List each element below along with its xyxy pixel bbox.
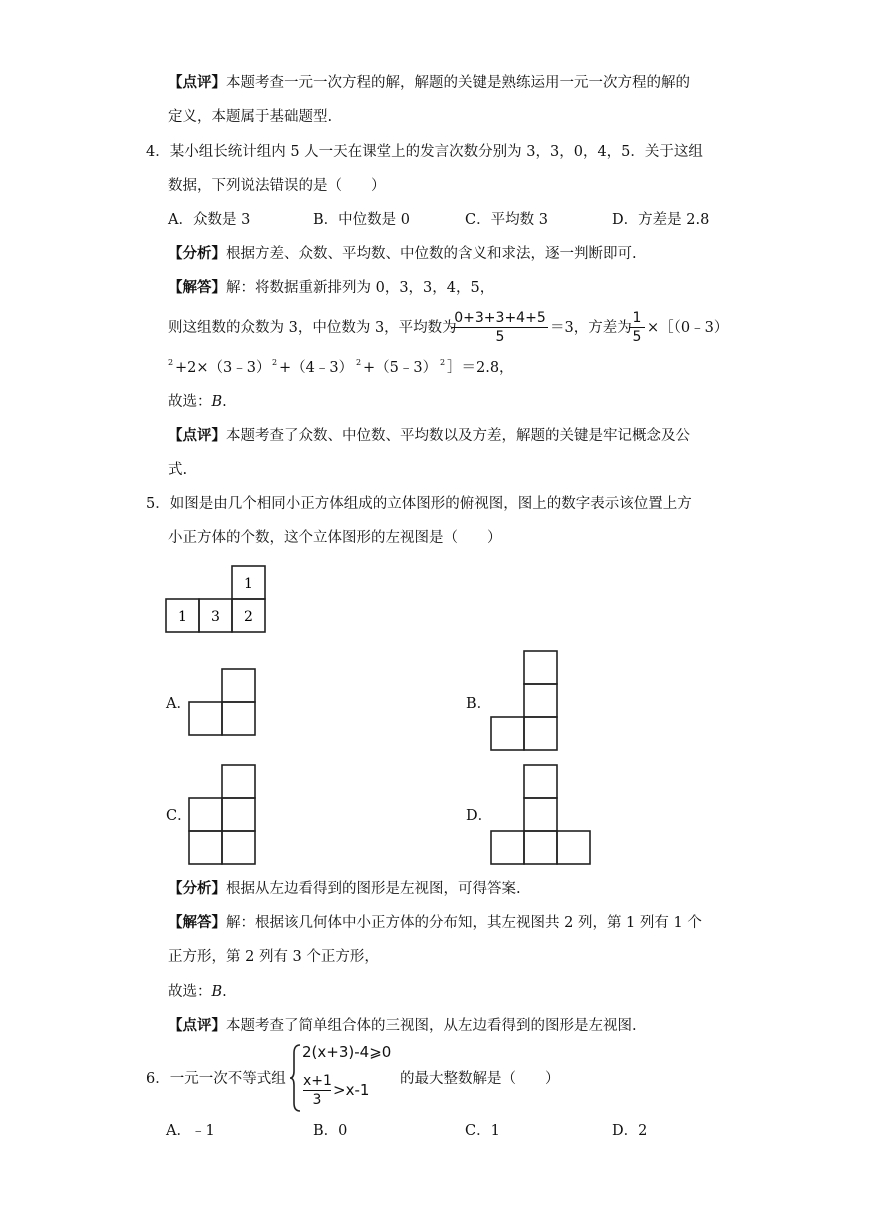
q5-choice: 故选：B. [168, 984, 227, 1000]
q4-choice: 故选：B. [168, 394, 227, 410]
q4-answer-line3b: +（4﹣3） [279, 360, 354, 376]
q4-analysis: 【分析】根据方差、众数、平均数、中位数的含义和求法，逐一判断即可. [168, 245, 637, 262]
q4-answer-line3c: +（5﹣3） [363, 360, 438, 376]
q4-answer-line3a: +2×（3﹣3） [175, 360, 271, 376]
inequality-1: 2(x+3)-4⩾0 [302, 1043, 392, 1061]
q6-stem-a: 6．一元一次不等式组 [146, 1071, 286, 1087]
q4-option-b: B．中位数是 0 [313, 212, 410, 228]
q6-option-b: B．0 [313, 1123, 348, 1139]
mean-fraction: 0+3+3+4+5 5 [452, 309, 548, 346]
exponent: 2 [440, 358, 446, 367]
q5-answer-line2: 正方形，第 2 列有 3 个正方形， [168, 949, 379, 965]
q3-comment-line1: 【点评】本题考查一元一次方程的解，解题的关键是熟练运用一元一次方程的解的 [168, 74, 690, 91]
option-c-figure [188, 764, 258, 868]
q5-option-b-label: B． [466, 696, 492, 712]
comment-tag: 【点评】 [168, 74, 226, 91]
q5-option-c-label: C． [166, 808, 192, 824]
q4-stem-line2: 数据，下列说法错误的是（ ） [168, 178, 386, 194]
system-brace [290, 1043, 302, 1113]
q5-analysis: 【分析】根据从左边看得到的图形是左视图，可得答案. [168, 880, 521, 897]
exponent: 2 [168, 358, 174, 367]
exponent: 2 [272, 358, 278, 367]
inequality-2-rest: >x-1 [333, 1081, 370, 1099]
q4-answer-line2c: ×［（0﹣3） [647, 320, 729, 336]
q5-stem-line2: 小正方体的个数，这个立体图形的左视图是（ ） [168, 530, 502, 546]
q4-comment-line1: 【点评】本题考查了众数、中位数、平均数以及方差，解题的关键是牢记概念及公 [168, 427, 690, 444]
q4-option-d: D．方差是 2.8 [612, 212, 710, 228]
q3-comment-line2: 定义，本题属于基础题型. [168, 109, 333, 125]
q4-comment-line2: 式. [168, 462, 188, 478]
q4-option-a: A．众数是 3 [168, 212, 251, 228]
exponent: 2 [356, 358, 362, 367]
q5-option-a-label: A． [166, 696, 191, 712]
q5-comment: 【点评】本题考查了简单组合体的三视图，从左边看得到的图形是左视图. [168, 1017, 637, 1034]
option-d-figure [490, 764, 594, 868]
q5-answer-line1: 【解答】解：根据该几何体中小正方体的分布知，其左视图共 2 列，第 1 列有 1 个 [168, 914, 702, 931]
cell-count: 1 [178, 609, 187, 625]
q5-option-d-label: D． [466, 808, 493, 824]
q4-answer-line2a: 则这组数的众数为 3，中位数为 3，平均数为 [168, 320, 457, 336]
option-b-figure [490, 650, 560, 754]
cell-count: 3 [211, 609, 220, 625]
q4-option-c: C．平均数 3 [465, 212, 548, 228]
q5-stem-line1: 5．如图是由几个相同小正方体组成的立体图形的俯视图，图上的数字表示该位置上方 [146, 496, 692, 512]
q6-option-c: C．1 [465, 1123, 500, 1139]
q4-answer-line3d: ］＝2.8， [447, 360, 514, 376]
cell-count: 1 [244, 576, 253, 592]
cell-count: 2 [244, 609, 253, 625]
top-view-figure [165, 565, 267, 633]
variance-fraction: 1 5 [629, 309, 645, 346]
option-a-figure [188, 668, 258, 738]
q6-option-a: A．﹣1 [166, 1123, 215, 1139]
q6-option-d: D．2 [612, 1123, 648, 1139]
q4-stem-line1: 4．某小组长统计组内 5 人一天在课堂上的发言次数分别为 3，3，0，4，5．关于这组 [146, 144, 703, 160]
q6-stem-b: 的最大整数解是（ ） [400, 1071, 560, 1087]
inequality-2-fraction: x+1 3 [303, 1073, 332, 1108]
q4-answer-line2b: ＝3，方差为 [550, 320, 632, 336]
q4-answer-line1: 【解答】解：将数据重新排列为 0，3，3，4，5， [168, 279, 495, 296]
